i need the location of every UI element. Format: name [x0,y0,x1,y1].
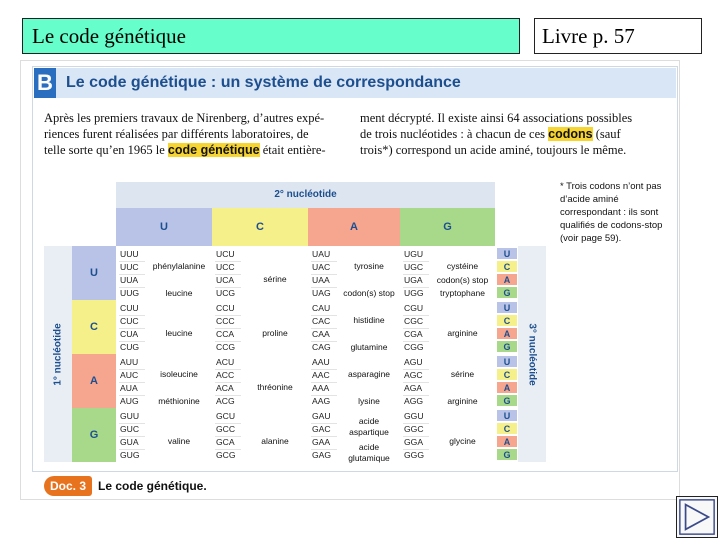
codon-separator [311,315,337,316]
codon: GAG [312,450,332,460]
codon: ACA [216,383,234,393]
codon-separator [119,315,145,316]
codon-separator [403,261,429,262]
amino-acid-label: aspartique [349,426,389,437]
codon-separator [403,423,429,424]
codon-separator [311,261,337,262]
codon: UAC [312,262,331,272]
codon: CGC [404,316,424,326]
codon-cell-GC [212,408,308,462]
codon: AUG [120,396,139,406]
third-base-A: A [496,327,518,340]
third-base-G: G [496,286,518,299]
third-base-C: C [496,368,518,381]
codon-cell-GA [308,408,400,462]
intro-right-line-3: trois*) correspond un acide aminé, toujours le même. [360,143,627,157]
codon: AAA [312,383,330,393]
third-nucleotide-label [519,244,545,464]
codon-separator [403,341,429,342]
codon: UCU [216,249,235,259]
codon: GAU [312,411,331,421]
codon: GCU [216,411,236,421]
amino-acid-label: valine [167,435,191,446]
codon-cell-CG [400,300,495,354]
slide-title: Le code génétique [22,18,520,54]
codon: UCA [216,275,235,285]
amino-acid-label: acide [358,442,380,453]
amino-acid-label: arginine [447,396,478,406]
amino-acid-label: isoleucine [160,368,198,379]
codon: CAC [312,316,331,326]
codon: CAA [312,329,330,339]
codon: GGG [404,450,425,460]
amino-acid-label: proline [262,327,288,338]
codon-separator [119,382,145,383]
codon-separator [403,382,429,383]
codon-cell-CC [212,300,308,354]
doc-badge: Doc. 3 [44,476,92,496]
first-base-G: G [72,408,116,462]
codon-separator [403,328,429,329]
codon-separator [119,395,145,396]
amino-acid-label: lysine [358,396,380,406]
codon-cell-AG [400,354,495,408]
codon: CCA [216,329,235,339]
codon: GUA [120,437,139,447]
second-base-C: C [212,208,308,246]
amino-acid-label: tryptophane [440,288,485,298]
amino-acid-label: glycine [449,435,476,446]
amino-acid-label: glutamique [348,452,390,463]
codon: UUG [120,288,140,298]
codon-separator [403,395,429,396]
section-badge: B [34,68,56,98]
codon: GUG [120,450,140,460]
doc-caption: Le code génétique. [98,479,207,493]
next-slide-button[interactable] [676,496,718,538]
codon: UUU [120,249,139,259]
codon: UAA [312,275,330,285]
codon: GCG [216,450,236,460]
third-base-G: G [496,340,518,353]
codon-separator [119,449,145,450]
intro-right [360,110,660,158]
codon: GCC [216,424,236,434]
codon: CUC [120,316,139,326]
codon: UUA [120,275,139,285]
codon-separator [311,382,337,383]
codon-separator [311,449,337,450]
codon: AAG [312,396,331,406]
amino-acid-label: arginine [447,327,478,338]
codon: CCU [216,303,235,313]
codon: GUC [120,424,140,434]
amino-acid-label: thréonine [257,381,293,392]
codon: UUC [120,262,139,272]
first-base-A: A [72,354,116,408]
codon-separator [215,315,241,316]
codon-cell-UG [400,246,495,300]
codon-cell-AA [308,354,400,408]
intro-left-line-1: Après les premiers travaux de Nirenberg, d’autres expé- [44,111,325,125]
codon: UGU [404,249,424,259]
highlight-codons: codons [548,127,593,141]
amino-acid-label: leucine [165,327,193,338]
codon-separator [119,287,145,288]
codon: UAU [312,249,331,259]
second-base-U: U [116,208,212,246]
third-base-A: A [496,273,518,286]
codon: CAG [312,342,331,352]
amino-acid-label: asparagine [347,368,391,379]
codon-separator [215,369,241,370]
codon: AGC [404,370,423,380]
codon-separator [215,395,241,396]
section-heading: Le code génétique : un système de correspondance [56,68,676,98]
codon-separator [119,369,145,370]
codon-separator [215,274,241,275]
codon-cell-UA [308,246,400,300]
codon-separator [403,315,429,316]
codon: GAC [312,424,331,434]
codon-separator [215,423,241,424]
amino-acid-label: acide [358,416,380,427]
codon-separator [119,274,145,275]
third-base-G: G [496,394,518,407]
intro-left [44,110,344,158]
codon-separator [311,341,337,342]
codon: GUU [120,411,140,421]
amino-acid-label: sérine [450,368,475,379]
amino-acid-label: phénylalanine [152,260,206,271]
codon-cell-CU [116,300,212,354]
third-base-C: C [496,314,518,327]
codon: ACG [216,396,235,406]
intro-left-line-3 [44,142,344,158]
codon: GGU [404,411,424,421]
highlight-code-genetique: code génétique [167,143,260,157]
codon-separator [119,328,145,329]
third-base-C: C [496,260,518,273]
intro-right-line-2 [360,126,660,142]
codon-cell-GU [116,408,212,462]
intro-left-tail: était entière- [259,143,326,157]
codon: CGA [404,329,423,339]
amino-acid-label: sérine [263,273,287,284]
second-nucleotide-header: 2° nucléotide [116,182,495,208]
amino-acid-label: leucine [165,288,193,298]
codon-separator [403,449,429,450]
intro-left-line-3-start: telle sorte qu’en 1965 le [44,143,165,157]
third-base-C: C [496,422,518,435]
first-nucleotide-label [45,244,71,464]
codon: CUU [120,303,139,313]
amino-acid-label: tyrosine [354,260,384,271]
amino-acid-label: glutamine [350,342,388,352]
codon-cell-UU [116,246,212,300]
first-base-C: C [72,300,116,354]
amino-acid-label: alanine [261,435,289,446]
codon: AUU [120,357,139,367]
amino-acid-label: codon(s) stop [436,275,489,285]
codon-separator [215,449,241,450]
codon-separator [215,328,241,329]
third-base-U: U [496,247,518,260]
codon-separator [215,382,241,383]
codon: AGG [404,396,424,406]
codon-separator [119,423,145,424]
codon-separator [215,261,241,262]
amino-acid-label: codon(s) stop [343,288,395,298]
third-base-U: U [496,355,518,368]
third-base-G: G [496,448,518,461]
third-base-A: A [496,381,518,394]
codon: GGA [404,437,424,447]
third-base-A: A [496,435,518,448]
codon: CUA [120,329,139,339]
codon-separator [215,341,241,342]
codon: ACC [216,370,235,380]
codon: ACU [216,357,235,367]
third-base-U: U [496,409,518,422]
codon-separator [311,436,337,437]
first-nucleotide-text: 1° nucléotide [52,322,64,386]
codon: GAA [312,437,331,447]
codon-cell-AC [212,354,308,408]
codon: UAG [312,288,331,298]
codon-separator [119,436,145,437]
intro-right-line-1: ment décrypté. Il existe ainsi 64 associations possibles [360,111,633,125]
codon: GGC [404,424,424,434]
codon-separator [403,436,429,437]
third-nucleotide-text: 3° nucléotide [526,322,538,386]
codon: CGG [404,342,424,352]
amino-acid-label: cystéine [446,260,479,271]
third-base-U: U [496,301,518,314]
codon-separator [403,274,429,275]
codon-separator [119,341,145,342]
codon: UGG [404,288,424,298]
codon-separator [311,287,337,288]
codon: AAU [312,357,330,367]
amino-acid-label: méthionine [158,396,200,406]
codon: CCC [216,316,235,326]
codon: UGC [404,262,424,272]
codon: AGU [404,357,423,367]
second-base-G: G [400,208,495,246]
intro-right-line-2-start: de trois nucléotides : à chacun de ces [360,127,549,141]
codon: UGA [404,275,423,285]
codon: CCG [216,342,236,352]
codon: CUG [120,342,140,352]
codon-cell-CA [308,300,400,354]
codon: AUC [120,370,139,380]
codon: CAU [312,303,331,313]
book-reference: Livre p. 57 [534,18,702,54]
codon-separator [119,261,145,262]
codon-separator [403,369,429,370]
codon-separator [403,287,429,288]
codon-separator [311,395,337,396]
second-base-A: A [308,208,400,246]
codon-cell-GG [400,408,495,462]
codon-cell-UC [212,246,308,300]
stop-codon-footnote: * Trois codons n’ont pas d’acide aminé correspondant : ils sont qualifiés de codons-stop (voir page 59). [560,181,663,244]
codon-separator [215,287,241,288]
amino-acid-label: histidine [353,314,385,325]
codon-separator [311,369,337,370]
intro-right-line-2-end: (sauf [592,127,621,141]
codon-cell-AU [116,354,212,408]
codon-separator [311,328,337,329]
codon: UCG [216,288,236,298]
codon: AGA [404,383,423,393]
codon: UCC [216,262,235,272]
codon-separator [311,423,337,424]
codon: GCA [216,437,235,447]
codon-separator [311,274,337,275]
codon-separator [215,436,241,437]
codon: AAC [312,370,330,380]
next-slide-icon [677,497,717,537]
intro-left-line-2: riences furent réalisées par différents laboratoires, de [44,127,309,141]
first-base-U: U [72,246,116,300]
codon: CGU [404,303,424,313]
codon: AUA [120,383,138,393]
